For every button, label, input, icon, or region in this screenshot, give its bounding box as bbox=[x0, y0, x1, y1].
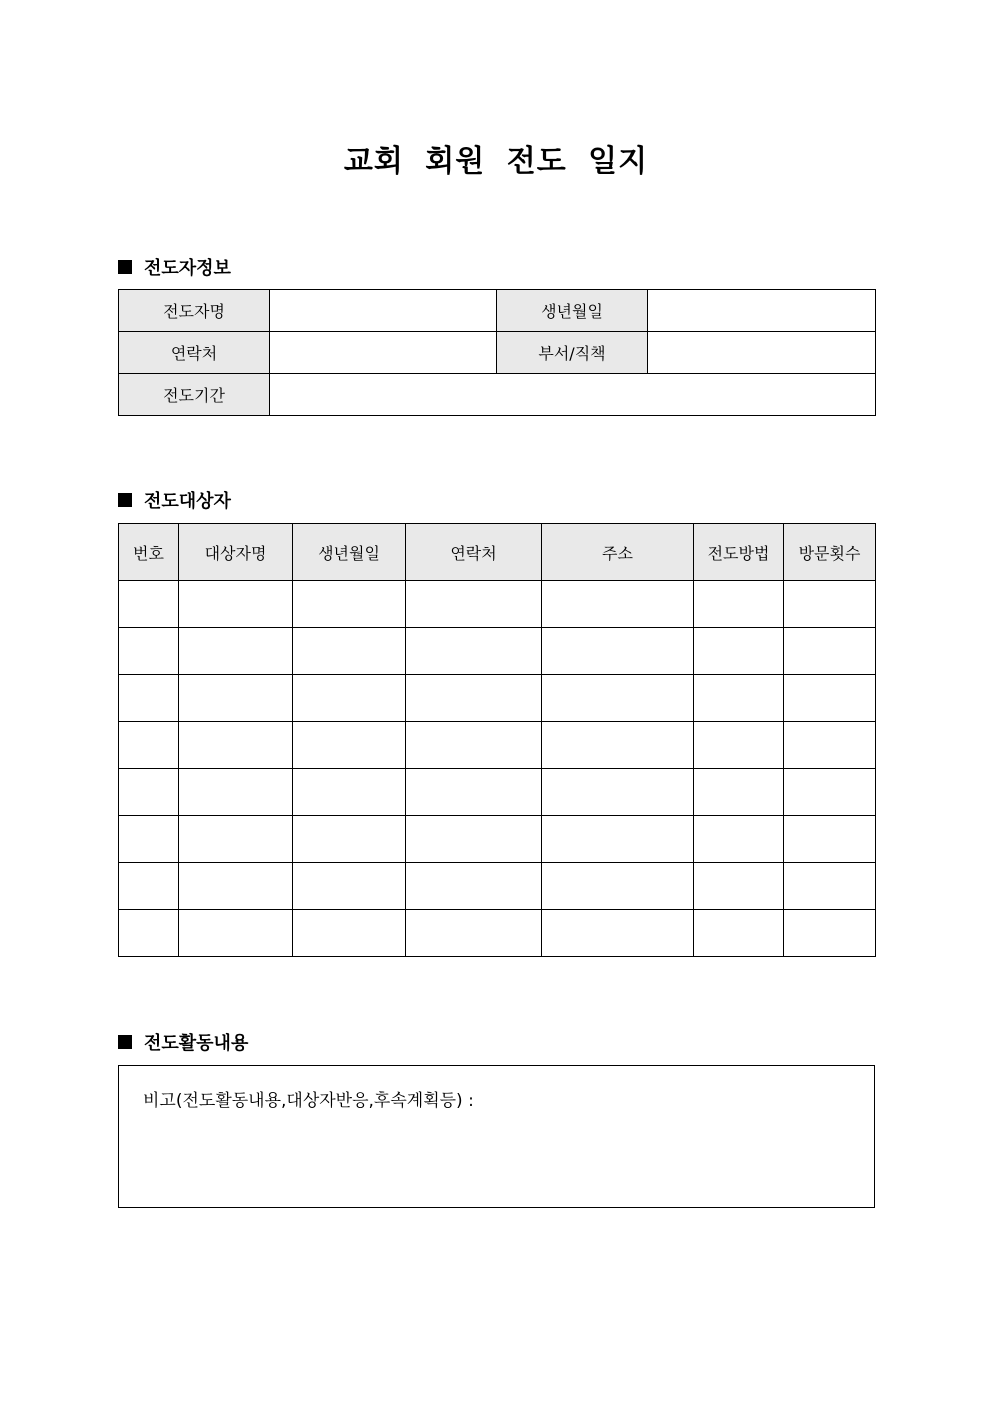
cell-number[interactable] bbox=[119, 675, 179, 722]
cell-method[interactable] bbox=[694, 769, 784, 816]
targets-header-row bbox=[119, 524, 876, 581]
cell-method[interactable] bbox=[694, 863, 784, 910]
evangelist-name-label: 전도자명 bbox=[119, 290, 270, 332]
cell-target-name[interactable] bbox=[179, 722, 293, 769]
square-bullet-icon bbox=[118, 260, 132, 274]
cell-method[interactable] bbox=[694, 675, 784, 722]
evangelist-period-label: 전도기간 bbox=[119, 374, 270, 416]
cell-target-name[interactable] bbox=[179, 910, 293, 957]
table-row bbox=[119, 628, 876, 675]
table-row bbox=[119, 910, 876, 957]
cell-method[interactable] bbox=[694, 628, 784, 675]
cell-method[interactable] bbox=[694, 816, 784, 863]
cell-number[interactable] bbox=[119, 910, 179, 957]
cell-contact[interactable] bbox=[406, 675, 542, 722]
table-row bbox=[119, 675, 876, 722]
column-header-number: 번호 bbox=[119, 524, 179, 581]
page-title: 교회 회원 전도 일지 bbox=[343, 144, 649, 179]
evangelist-info-table bbox=[118, 289, 876, 416]
cell-target-name[interactable] bbox=[179, 769, 293, 816]
cell-address[interactable] bbox=[542, 722, 694, 769]
cell-birthdate[interactable] bbox=[293, 769, 406, 816]
targets-section-heading bbox=[118, 487, 231, 513]
cell-visits[interactable] bbox=[784, 910, 876, 957]
table-row bbox=[119, 816, 876, 863]
cell-address[interactable] bbox=[542, 863, 694, 910]
cell-number[interactable] bbox=[119, 769, 179, 816]
square-bullet-icon bbox=[118, 1035, 132, 1049]
evangelist-birthdate-field[interactable] bbox=[648, 290, 876, 332]
activity-section-title: 전도활동내용 bbox=[144, 1033, 249, 1054]
cell-target-name[interactable] bbox=[179, 675, 293, 722]
cell-visits[interactable] bbox=[784, 722, 876, 769]
cell-number[interactable] bbox=[119, 628, 179, 675]
cell-method[interactable] bbox=[694, 581, 784, 628]
cell-visits[interactable] bbox=[784, 863, 876, 910]
cell-method[interactable] bbox=[694, 910, 784, 957]
activity-notes-label: 비고(전도활동내용,대상자반응,후속계획등) : bbox=[143, 1091, 474, 1111]
cell-address[interactable] bbox=[542, 581, 694, 628]
cell-birthdate[interactable] bbox=[293, 581, 406, 628]
cell-birthdate[interactable] bbox=[293, 628, 406, 675]
cell-address[interactable] bbox=[542, 816, 694, 863]
column-header-birthdate: 생년월일 bbox=[293, 524, 406, 581]
table-row bbox=[119, 769, 876, 816]
cell-target-name[interactable] bbox=[179, 816, 293, 863]
targets-table bbox=[118, 523, 876, 957]
cell-birthdate[interactable] bbox=[293, 910, 406, 957]
column-header-visits: 방문횟수 bbox=[784, 524, 876, 581]
activity-notes-box[interactable] bbox=[118, 1065, 875, 1208]
cell-contact[interactable] bbox=[406, 816, 542, 863]
cell-number[interactable] bbox=[119, 581, 179, 628]
column-header-target-name: 대상자명 bbox=[179, 524, 293, 581]
cell-contact[interactable] bbox=[406, 722, 542, 769]
cell-number[interactable] bbox=[119, 816, 179, 863]
cell-visits[interactable] bbox=[784, 675, 876, 722]
evangelist-section-heading bbox=[118, 254, 231, 280]
cell-address[interactable] bbox=[542, 910, 694, 957]
cell-target-name[interactable] bbox=[179, 863, 293, 910]
square-bullet-icon bbox=[118, 493, 132, 507]
info-row-name bbox=[119, 290, 876, 332]
cell-contact[interactable] bbox=[406, 910, 542, 957]
targets-section-title: 전도대상자 bbox=[144, 491, 231, 512]
evangelist-period-field[interactable] bbox=[270, 374, 876, 416]
table-row bbox=[119, 722, 876, 769]
cell-visits[interactable] bbox=[784, 628, 876, 675]
column-header-method: 전도방법 bbox=[694, 524, 784, 581]
cell-contact[interactable] bbox=[406, 628, 542, 675]
cell-number[interactable] bbox=[119, 722, 179, 769]
cell-address[interactable] bbox=[542, 628, 694, 675]
cell-method[interactable] bbox=[694, 722, 784, 769]
cell-contact[interactable] bbox=[406, 581, 542, 628]
cell-birthdate[interactable] bbox=[293, 816, 406, 863]
evangelist-contact-label: 연락처 bbox=[119, 332, 270, 374]
info-row-contact bbox=[119, 332, 876, 374]
cell-visits[interactable] bbox=[784, 769, 876, 816]
cell-target-name[interactable] bbox=[179, 628, 293, 675]
table-row bbox=[119, 581, 876, 628]
column-header-contact: 연락처 bbox=[406, 524, 542, 581]
evangelist-department-field[interactable] bbox=[648, 332, 876, 374]
cell-target-name[interactable] bbox=[179, 581, 293, 628]
cell-address[interactable] bbox=[542, 769, 694, 816]
column-header-address: 주소 bbox=[542, 524, 694, 581]
cell-birthdate[interactable] bbox=[293, 863, 406, 910]
evangelist-birthdate-label: 생년월일 bbox=[497, 290, 648, 332]
info-row-period bbox=[119, 374, 876, 416]
activity-section-heading bbox=[118, 1029, 248, 1055]
cell-address[interactable] bbox=[542, 675, 694, 722]
cell-number[interactable] bbox=[119, 863, 179, 910]
cell-visits[interactable] bbox=[784, 581, 876, 628]
evangelist-section-title: 전도자정보 bbox=[144, 258, 231, 279]
evangelist-name-field[interactable] bbox=[270, 290, 497, 332]
table-row bbox=[119, 863, 876, 910]
targets-body bbox=[119, 581, 876, 957]
evangelist-department-label: 부서/직책 bbox=[497, 332, 648, 374]
cell-contact[interactable] bbox=[406, 769, 542, 816]
cell-contact[interactable] bbox=[406, 863, 542, 910]
cell-visits[interactable] bbox=[784, 816, 876, 863]
cell-birthdate[interactable] bbox=[293, 722, 406, 769]
cell-birthdate[interactable] bbox=[293, 675, 406, 722]
evangelist-contact-field[interactable] bbox=[270, 332, 497, 374]
